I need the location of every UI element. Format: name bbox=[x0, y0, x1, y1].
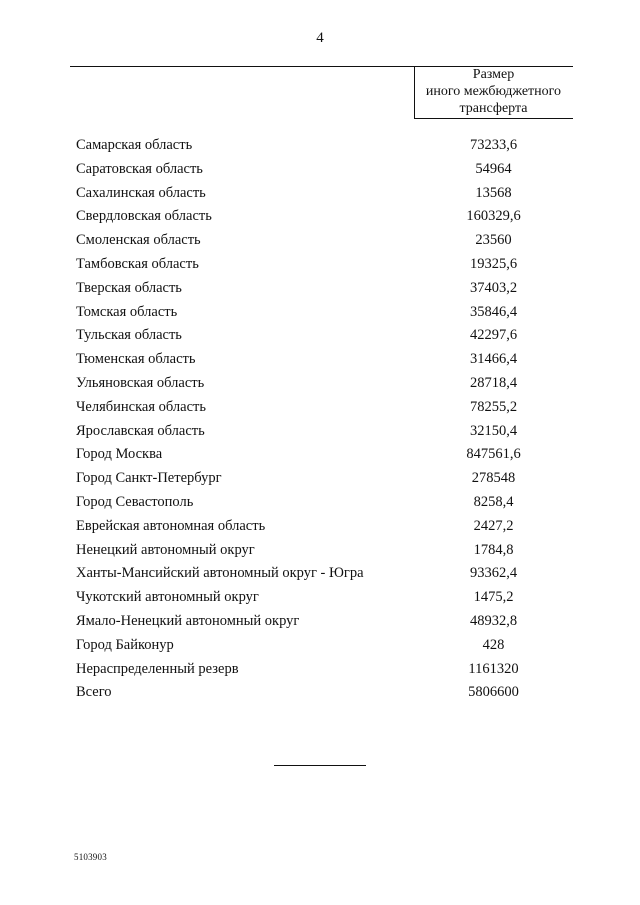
table-row bbox=[76, 229, 576, 253]
transfer-amount: 847561,6 bbox=[466, 446, 521, 463]
table-row bbox=[76, 205, 576, 229]
region-name: Сахалинская область bbox=[76, 184, 206, 201]
transfer-amount: 19325,6 bbox=[469, 255, 518, 272]
transfer-amount-column-header bbox=[414, 66, 573, 117]
table-row bbox=[76, 253, 576, 277]
region-name: Ханты-Мансийский автономный округ - Югра bbox=[76, 565, 364, 582]
region-name: Ярославская область bbox=[76, 422, 205, 439]
region-name: Город Байконур bbox=[76, 636, 174, 653]
transfer-amount: 78255,2 bbox=[469, 398, 518, 415]
table-row bbox=[76, 658, 576, 682]
region-name: Город Москва bbox=[76, 446, 163, 463]
table-row bbox=[76, 539, 576, 563]
column-header-line-3: трансферта bbox=[459, 101, 528, 116]
table-row bbox=[76, 681, 576, 705]
region-name: Саратовская область bbox=[76, 160, 203, 177]
transfer-amount: 5806600 bbox=[468, 684, 519, 701]
table-row bbox=[76, 443, 576, 467]
table-row bbox=[76, 301, 576, 325]
table-row bbox=[76, 134, 576, 158]
region-name: Самарская область bbox=[76, 137, 193, 153]
region-name: Тверская область bbox=[76, 279, 182, 296]
table-row bbox=[76, 420, 576, 444]
region-name: Тамбовская область bbox=[76, 255, 199, 272]
table-row bbox=[76, 372, 576, 396]
column-header-line-1: Размер bbox=[472, 67, 515, 82]
region-name: Челябинская область bbox=[76, 398, 206, 415]
column-header-line-2: иного межбюджетного bbox=[425, 84, 562, 99]
table-row bbox=[76, 491, 576, 515]
transfer-amount: 31466,4 bbox=[469, 351, 518, 368]
table-row bbox=[76, 396, 576, 420]
table-row bbox=[76, 324, 576, 348]
table-row bbox=[76, 586, 576, 610]
table-row bbox=[76, 515, 576, 539]
transfer-amount: 278548 bbox=[471, 470, 516, 487]
transfer-amount: 93362,4 bbox=[469, 565, 518, 582]
transfer-amount: 1475,2 bbox=[473, 589, 514, 606]
region-name: Нераспределенный резерв bbox=[76, 660, 239, 677]
table-row bbox=[76, 182, 576, 206]
closing-rule bbox=[274, 765, 366, 766]
region-name: Тюменская область bbox=[76, 351, 196, 368]
table-row bbox=[76, 158, 576, 182]
table-row bbox=[76, 634, 576, 658]
table-row bbox=[76, 610, 576, 634]
transfer-amount: 32150,4 bbox=[469, 422, 518, 439]
transfer-amount: 428 bbox=[482, 636, 505, 653]
region-name: Город Севастополь bbox=[76, 493, 194, 510]
region-name: Смоленская область bbox=[76, 232, 201, 249]
transfer-amount: 73233,6 bbox=[469, 137, 518, 153]
transfer-amount: 42297,6 bbox=[469, 327, 518, 344]
table-row bbox=[76, 277, 576, 301]
transfer-amount: 37403,2 bbox=[469, 279, 518, 296]
transfer-amount: 2427,2 bbox=[473, 517, 514, 534]
page-number: 4 bbox=[316, 30, 324, 46]
transfer-amount: 1784,8 bbox=[473, 541, 514, 558]
transfer-amount: 13568 bbox=[475, 184, 512, 201]
region-name: Всего bbox=[76, 684, 112, 701]
transfer-amount: 48932,8 bbox=[469, 612, 518, 629]
region-name: Город Санкт-Петербург bbox=[76, 470, 222, 487]
header-bottom-rule bbox=[414, 118, 573, 119]
transfer-amount: 28718,4 bbox=[469, 374, 518, 391]
region-name: Свердловская область bbox=[76, 208, 212, 225]
transfer-amount: 23560 bbox=[475, 232, 512, 249]
transfer-amount: 160329,6 bbox=[466, 208, 521, 225]
table-row bbox=[76, 348, 576, 372]
region-name: Ямало-Ненецкий автономный округ bbox=[76, 612, 300, 629]
region-name: Тульская область bbox=[76, 327, 182, 344]
region-name: Томская область bbox=[76, 303, 178, 320]
region-name: Ненецкий автономный округ bbox=[76, 541, 255, 558]
region-name: Чукотский автономный округ bbox=[76, 589, 259, 606]
transfer-amount: 54964 bbox=[475, 160, 512, 177]
region-transfer-table bbox=[76, 134, 576, 705]
region-name: Еврейская автономная область bbox=[76, 517, 266, 534]
transfer-amount: 8258,4 bbox=[473, 493, 514, 510]
transfer-amount: 35846,4 bbox=[469, 303, 518, 320]
region-name: Ульяновская область bbox=[76, 374, 205, 391]
transfer-amount: 1161320 bbox=[468, 660, 519, 677]
table-row bbox=[76, 467, 576, 491]
document-code: 5103903 bbox=[74, 852, 107, 862]
table-row bbox=[76, 562, 576, 586]
